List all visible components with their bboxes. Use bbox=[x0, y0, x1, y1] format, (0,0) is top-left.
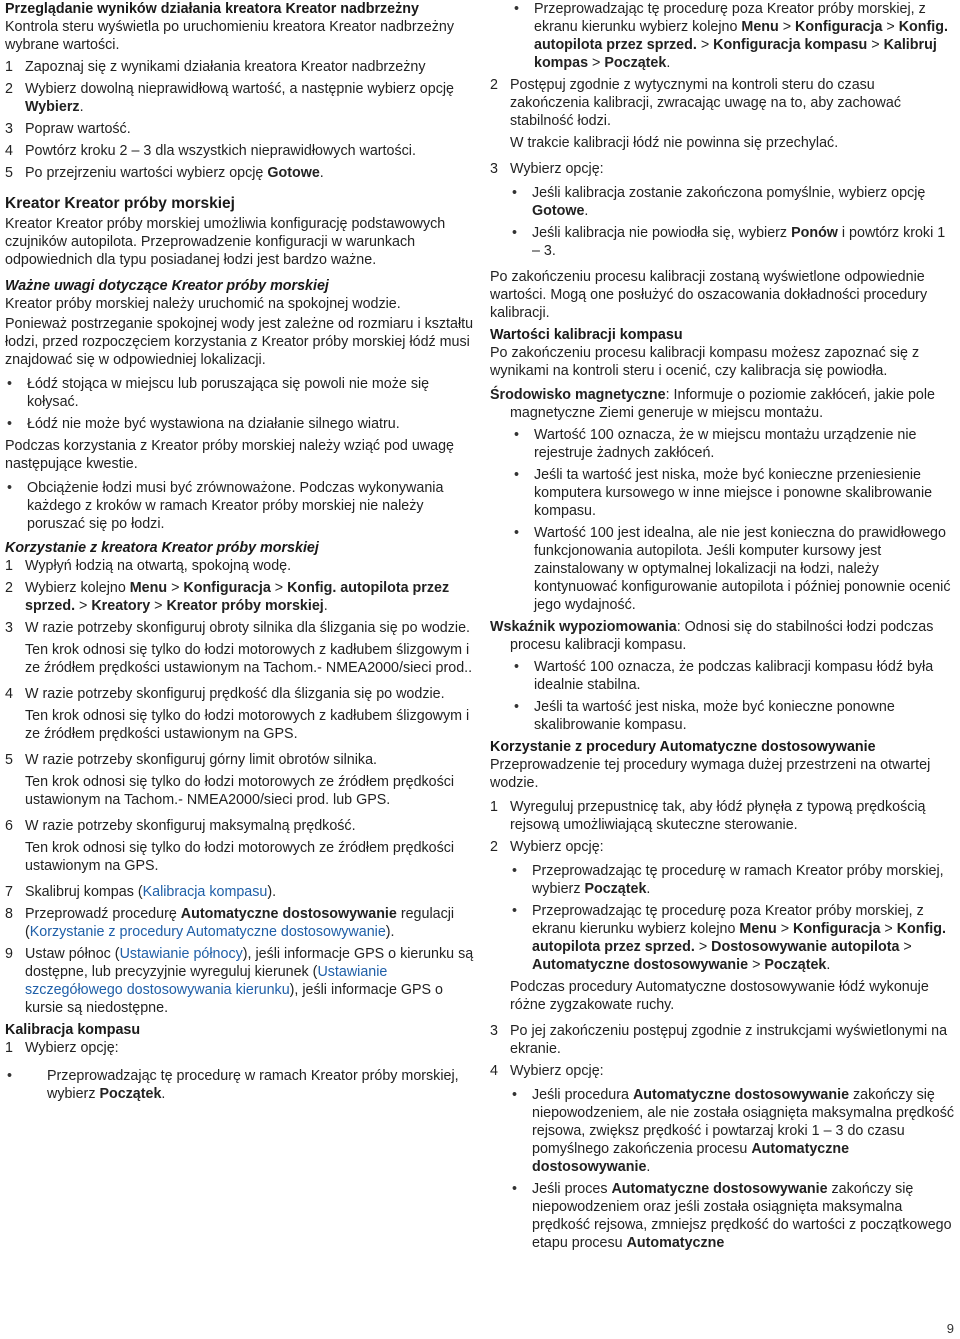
step-number: 1 bbox=[5, 1040, 13, 1056]
step-text: Zapoznaj się z wynikami działania kreatora Kreator nadbrzeżny bbox=[25, 59, 426, 75]
notes-bullets bbox=[5, 479, 475, 533]
step-number: 3 bbox=[5, 121, 13, 137]
list-item: • Jeśli ta wartość jest niska, może być konieczne przeniesienie komputera kursowego w inne miejsce i ponowne skalibrowanie kompasu. bbox=[512, 466, 956, 520]
step-text: W razie potrzeby skonfiguruj prędkość dla ślizgania się po wodzie. Ten krok odnosi się tylko do łodzi motorowych z kadłubem ślizgowym i ze źródłem prędkości ustawionym na GPS. bbox=[25, 686, 470, 742]
compass-step bbox=[490, 76, 956, 156]
step-text: Przeprowadź procedurę Automatyczne dostosowywanie regulacji (Korzystanie z procedury Automatyczne dostosowywanie). bbox=[25, 906, 455, 940]
step-text: Wyreguluj przepustnicę tak, aby łódź płynęła z typową prędkością rejsową umożliwiającą skuteczne sterowanie. bbox=[510, 799, 926, 833]
list-item: • Jeśli kalibracja zostanie zakończona pomyślnie, wybierz opcję Gotowe. bbox=[510, 184, 956, 220]
list-item: • Przeprowadzając tę procedurę w ramach Kreator próby morskiej, wybierz Początek. bbox=[5, 1067, 475, 1103]
review-step bbox=[5, 164, 475, 182]
env-bullets bbox=[490, 426, 956, 614]
step-number: 2 bbox=[490, 839, 498, 855]
step-text: Wybierz opcję: • Jeśli procedura Automatyczne dostosowywanie zakończy się niepowodzeniem, ale nie została osiągnięta maksymalna prędkość rejsowa, zwiększ prędkość i powtarzaj kroki 1 – 3 do czasu pomyślnego zakończenia procesu Automatyczne dostosowywanie. • Jeśli proces Automatyczne dostosowywanie zakończy się niepowodzeniem oraz jeśli została osiągnięta maksymalna prędkość rejsowa, zmniejsz prędkość do wartości z początkowego etapu procesu Automatyczne bbox=[510, 1062, 956, 1256]
list-item: • Obciążenie łodzi musi być zrównoważone. Podczas wykonywania każdego z kroków w ramach Kreator próby morskiej nie należy poruszać się po łodzi. bbox=[5, 479, 475, 533]
step-number: 2 bbox=[490, 77, 498, 93]
autotune-steps bbox=[490, 798, 956, 1256]
review-step bbox=[5, 58, 475, 76]
step-text: Postępuj zgodnie z wytycznymi na kontroli steru do czasu zakończenia kalibracji, zwracając uwagę na to, aby zachować stabilność łodzi. W trakcie kalibracji łódź nie powinna się przechylać. bbox=[510, 77, 901, 151]
autotune-step bbox=[490, 1022, 956, 1058]
seatrial-using-title: Korzystanie z kreatora Kreator próby morskiej bbox=[5, 540, 319, 556]
step-text: Wybierz opcję: bbox=[25, 1040, 119, 1056]
step-text: W razie potrzeby skonfiguruj górny limit obrotów silnika. Ten krok odnosi się tylko do łodzi motorowych ze źródłem prędkości ustawionym na Tachom.- NMEA2000/sieci prod. lub GPS. bbox=[25, 752, 455, 808]
step-number: 1 bbox=[490, 799, 498, 815]
step-number: 6 bbox=[5, 818, 13, 834]
compass-bullets bbox=[5, 1067, 475, 1103]
seatrial-step bbox=[5, 579, 475, 615]
step-text: Po przejrzeniu wartości wybierz opcję Gotowe. bbox=[25, 165, 324, 181]
autotune-step bbox=[490, 1062, 956, 1256]
step-text: W razie potrzeby skonfiguruj obroty silnika dla ślizgania się po wodzie. Ten krok odnosi się tylko do łodzi motorowych z kadłubem ślizgowym i ze źródłem prędkości ustawionym na Tachom.- NMEA2000/sieci prod.. bbox=[25, 620, 473, 676]
step-number: 3 bbox=[490, 1023, 498, 1039]
list-item: • Łódź stojąca w miejscu lub poruszająca się powoli nie może się kołysać. bbox=[5, 375, 475, 411]
seatrial-step bbox=[5, 557, 475, 575]
compass-steps bbox=[5, 1039, 475, 1063]
step-number: 3 bbox=[490, 161, 498, 177]
step-text: Wypłyń łodzią na otwartą, spokojną wodę. bbox=[25, 558, 292, 574]
autotune-step bbox=[490, 838, 956, 1018]
list-item: • Jeśli kalibracja nie powiodła się, wybierz Ponów i powtórz kroki 1 – 3. bbox=[510, 224, 956, 260]
step-number: 2 bbox=[5, 580, 13, 596]
seatrial-heading: Kreator Kreator próby morskiej bbox=[5, 195, 235, 212]
notes-paragraph: Podczas korzystania z Kreator próby morskiej należy wziąć pod uwagę następujące kwestie. bbox=[5, 438, 454, 472]
step-text: Wybierz opcję: • Jeśli kalibracja zostanie zakończona pomyślnie, wybierz opcję Gotowe. • Jeśli kalibracja nie powiodła się, wybierz Ponów i powtórz kroki 1 – 3. bbox=[510, 160, 956, 264]
seatrial-step bbox=[5, 751, 475, 813]
seatrial-step bbox=[5, 685, 475, 747]
list-item: • Jeśli ta wartość jest niska, może być konieczne ponowne skalibrowanie kompasu. bbox=[512, 698, 956, 734]
list-item: • Wartość 100 jest idealna, ale nie jest konieczna do prawidłowego funkcjonowania autopilota. Jeśli komputer kursowy jest zainstalowany w optymalnej lokalizacji na łodzi, należy kontynuować konfigurowanie autopilota i później ponownie ocenić jego wydajność. bbox=[512, 524, 956, 614]
compass-step bbox=[5, 1039, 475, 1063]
list-item: • Przeprowadzając tę procedurę poza Kreator próby morskiej, z ekranu kierunku wybierz kolejno Menu > Konfiguracja > Konfig. autopilota przez sprzed. > Konfiguracja kompasu > Kalibruj kompas > Początek. bbox=[512, 0, 956, 72]
step-text: Popraw wartość. bbox=[25, 121, 131, 137]
link-compass-calibration[interactable]: Kalibracja kompasu bbox=[142, 884, 268, 900]
list-item: • Przeprowadzając tę procedurę poza Kreator próby morskiej, z ekranu kierunku wybierz kolejno Menu > Konfiguracja > Konfig. autopilota przez sprzed. > Dostosowywanie autopilota > Automatyczne dostosowywanie > Początek. bbox=[510, 902, 956, 974]
seatrial-step bbox=[5, 619, 475, 681]
seatrial-intro: Kreator Kreator próby morskiej umożliwia konfigurację podstawowych czujników autopilota. Przeprowadzenie konfiguracji w warunkach odpowiednich dla typu posiadanej łodzi jest bardzo ważne. bbox=[5, 216, 446, 268]
seatrial-steps bbox=[5, 557, 475, 1017]
review-step bbox=[5, 142, 475, 160]
step-text: Powtórz kroku 2 – 3 dla wszystkich nieprawidłowych wartości. bbox=[25, 143, 416, 159]
left-column bbox=[5, 0, 475, 1107]
values-intro: Po zakończeniu procesu kalibracji kompasu możesz zapoznać się z wynikami na kontroli steru i ocenić, czy kalibracja się powiodła. bbox=[490, 345, 920, 379]
seatrial-step bbox=[5, 905, 475, 941]
step-number: 1 bbox=[5, 558, 13, 574]
seatrial-step bbox=[5, 945, 475, 1017]
step-text: W razie potrzeby skonfiguruj maksymalną prędkość. Ten krok odnosi się tylko do łodzi motorowych ze źródłem prędkości ustawionym na GPS. bbox=[25, 818, 455, 874]
step-text: Wybierz kolejno Menu > Konfiguracja > Konfig. autopilota przez sprzed. > Kreatory > Kreator próby morskiej. bbox=[25, 580, 450, 614]
env-definition: Środowisko magnetyczne: Informuje o poziomie zakłóceń, jakie pole magnetyczne Ziemi generuje w miejscu montażu. bbox=[490, 387, 935, 421]
step-number: 1 bbox=[5, 59, 13, 75]
link-heading-adjust[interactable]: Ustawianie szczegółowego dostosowywania kierunku bbox=[25, 964, 388, 998]
step-number: 5 bbox=[5, 752, 13, 768]
seatrial-notes-title: Ważne uwagi dotyczące Kreator próby morskiej bbox=[5, 278, 329, 294]
autotune-title: Korzystanie z procedury Automatyczne dostosowywanie bbox=[490, 739, 876, 755]
notes-paragraph: Kreator próby morskiej należy uruchomić na spokojnej wodzie. bbox=[5, 296, 401, 312]
compass-step bbox=[490, 160, 956, 264]
list-item: • Wartość 100 oznacza, że podczas kalibracji kompasu łódź była idealnie stabilna. bbox=[512, 658, 956, 694]
step-text: Skalibruj kompas (Kalibracja kompasu). bbox=[25, 884, 277, 900]
values-title: Wartości kalibracji kompasu bbox=[490, 327, 683, 343]
step-text: Ustaw północ (Ustawianie północy), jeśli informacje GPS o kierunku są dostępne, lub precyzyjnie wyreguluj kierunek (Ustawianie szczegółowego dostosowywania kierunku), jeśli informacje GPS o kursie są niedostępne. bbox=[25, 946, 474, 1016]
right-column bbox=[490, 0, 956, 1260]
level-definition: Wskaźnik wypoziomowania: Odnosi się do stabilności łodzi podczas procesu kalibracji kompasu. bbox=[490, 619, 934, 653]
step-number: 8 bbox=[5, 906, 13, 922]
list-item: • Przeprowadzając tę procedurę w ramach Kreator próby morskiej, wybierz Początek. bbox=[510, 862, 956, 898]
step-text: Po jej zakończeniu postępuj zgodnie z instrukcjami wyświetlonymi na ekranie. bbox=[510, 1023, 948, 1057]
compass-title: Kalibracja kompasu bbox=[5, 1022, 141, 1038]
compass-after: Po zakończeniu procesu kalibracji zostaną wyświetlone odpowiednie wartości. Mogą one posłużyć do oszacowania dokładności procedury kalibracji. bbox=[490, 269, 928, 321]
step-number: 4 bbox=[5, 686, 13, 702]
link-set-north[interactable]: Ustawianie północy bbox=[119, 946, 243, 962]
step-text: Wybierz dowolną nieprawidłową wartość, a następnie wybierz opcję Wybierz. bbox=[25, 81, 454, 115]
autotune-intro: Przeprowadzenie tej procedury wymaga dużej przestrzeni na otwartej wodzie. bbox=[490, 757, 931, 791]
step-number: 2 bbox=[5, 81, 13, 97]
list-item: • Jeśli procedura Automatyczne dostosowywanie zakończy się niepowodzeniem, ale nie została osiągnięta maksymalna prędkość rejsowa, zwiększ prędkość i powtarzaj kroki 1 – 3 do czasu pomyślnego zakończenia procesu Automatyczne dostosowywanie. bbox=[510, 1086, 956, 1176]
seatrial-step bbox=[5, 883, 475, 901]
review-step bbox=[5, 80, 475, 116]
review-step bbox=[5, 120, 475, 138]
review-intro: Kontrola steru wyświetla po uruchomieniu kreatora Kreator nadbrzeżny wybrane wartości. bbox=[5, 19, 454, 53]
step-number: 3 bbox=[5, 620, 13, 636]
compass-steps-cont bbox=[490, 76, 956, 264]
step-text: Wybierz opcję: • Przeprowadzając tę procedurę w ramach Kreator próby morskiej, wybierz Początek. • Przeprowadzając tę procedurę poza Kreator próby morskiej, z ekranu kierunku wybierz kolejno Menu > Konfiguracja > Konfig. autopilota przez sprzed. > Dostosowywanie autopilota > Automatyczne dostosowywanie > Początek. Podczas procedury Automatyczne dostosowywanie łódź wykonuje różne zygzakowate ruchy. bbox=[510, 838, 956, 1018]
link-autotune[interactable]: Korzystanie z procedury Automatyczne dostosowywanie bbox=[29, 924, 386, 940]
seatrial-step bbox=[5, 817, 475, 879]
notes-paragraph: Ponieważ postrzeganie spokojnej wody jest zależne od rozmiaru i kształtu łodzi, przed rozpoczęciem korzystania z Kreator próby morskiej łódź musi znajdować się w odpowiedniej lokalizacji. bbox=[5, 316, 474, 368]
notes-bullets bbox=[5, 375, 475, 433]
level-bullets bbox=[490, 658, 956, 734]
step-number: 4 bbox=[5, 143, 13, 159]
list-item: • Łódź nie może być wystawiona na działanie silnego wiatru. bbox=[5, 415, 475, 433]
step-number: 9 bbox=[5, 946, 13, 962]
list-item: • Wartość 100 oznacza, że w miejscu montażu urządzenie nie rejestruje żadnych zakłóceń. bbox=[512, 426, 956, 462]
review-title: Przeglądanie wyników działania kreatora Kreator nadbrzeżny bbox=[5, 1, 419, 17]
step-number: 4 bbox=[490, 1063, 498, 1079]
step-number: 5 bbox=[5, 165, 13, 181]
autotune-step bbox=[490, 798, 956, 834]
step-number: 7 bbox=[5, 884, 13, 900]
compass-bullets-cont bbox=[490, 0, 956, 72]
review-steps bbox=[5, 58, 475, 182]
list-item: • Jeśli proces Automatyczne dostosowywanie zakończy się niepowodzeniem oraz jeśli została osiągnięta maksymalna prędkość rejsowa, zmniejsz prędkość do wartości z początkowego etapu procesu Automatyczne bbox=[510, 1180, 956, 1252]
page-number: 9 bbox=[946, 1321, 954, 1336]
